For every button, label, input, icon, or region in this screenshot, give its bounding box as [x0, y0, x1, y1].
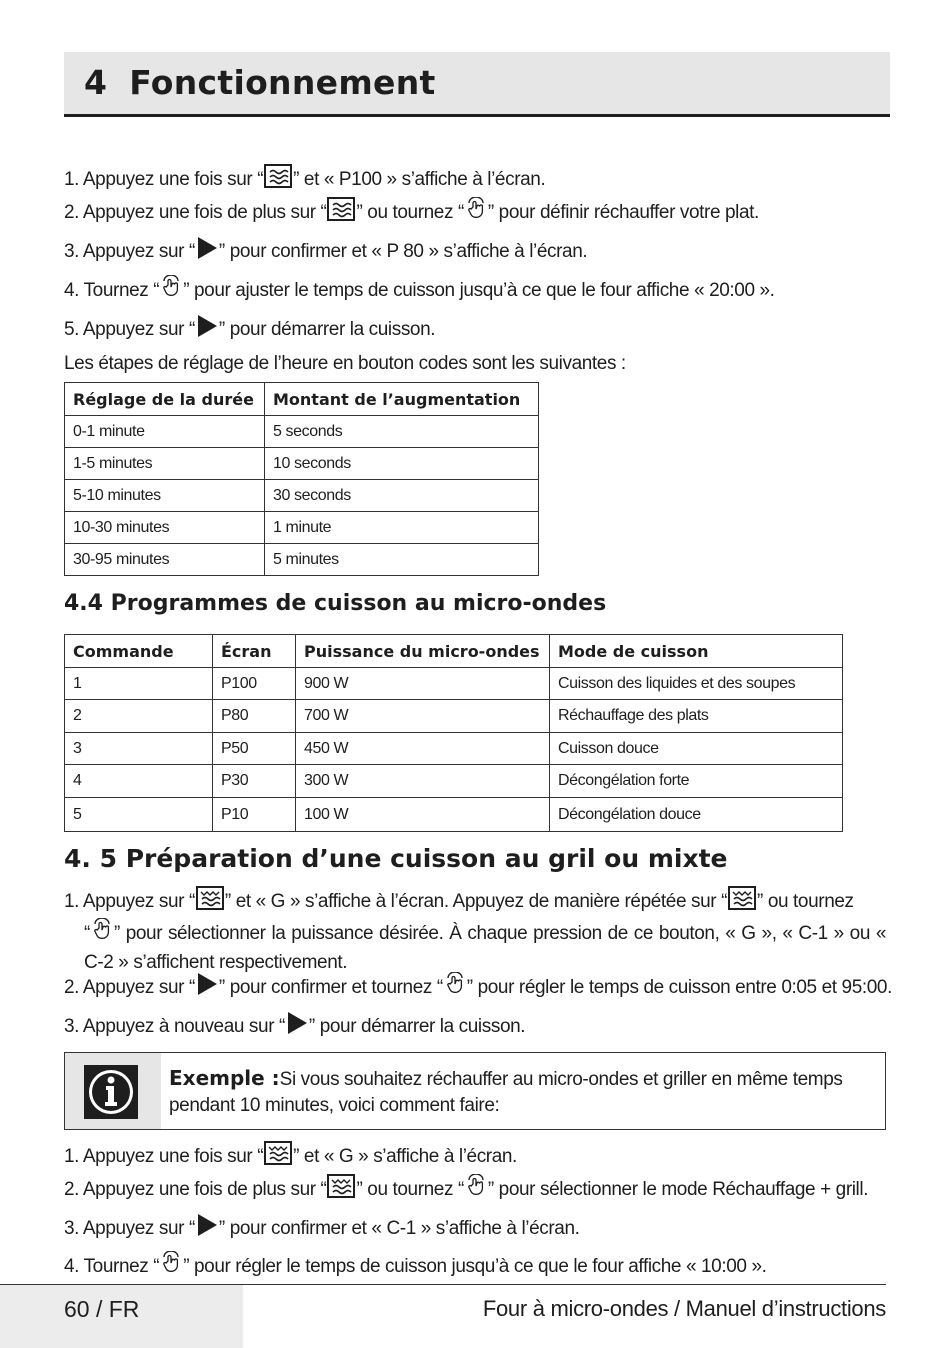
knob-hand-icon: [91, 918, 113, 950]
grill-icon: [196, 886, 224, 918]
table-cell: P30: [213, 765, 296, 798]
info-icon-cell: [65, 1053, 161, 1129]
table-row: [65, 668, 843, 700]
step-c-3: [64, 1213, 580, 1244]
table-cell: 10 seconds: [265, 448, 539, 480]
step-text: 4. Tournez “: [64, 280, 160, 301]
table-row: [65, 512, 539, 544]
table-cell: Réchauffage des plats: [550, 700, 843, 733]
step-text: ” pour démarrer la cuisson.: [308, 1016, 526, 1037]
step-text: ” pour sélectionner le mode Réchauffage + grill.: [487, 1179, 869, 1200]
chapter-title-text: Fonctionnement: [129, 63, 436, 102]
grill-icon: [728, 886, 756, 918]
table-cell: 0-1 minute: [65, 416, 265, 448]
table-cell: Décongélation douce: [550, 798, 843, 832]
step-a-3: [64, 236, 587, 267]
step-text: 2. Appuyez sur “: [64, 977, 195, 998]
step-text: “: [84, 923, 90, 944]
table-cell: 1: [65, 668, 213, 700]
table-cell: 30 seconds: [265, 480, 539, 512]
play-icon: [196, 236, 218, 267]
step-text: ” ou tournez “: [356, 202, 464, 223]
step-b-1: [64, 886, 886, 976]
play-icon: [196, 972, 218, 1003]
table-row: [65, 416, 539, 448]
knob-hand-icon: [465, 197, 487, 228]
play-icon: [196, 1213, 218, 1244]
table-cell: 450 W: [296, 733, 550, 765]
table-cell: P50: [213, 733, 296, 765]
step-c-4: [64, 1251, 767, 1282]
knob-hand-icon: [465, 1174, 487, 1205]
step-text: ” pour confirmer et tournez “: [218, 977, 443, 998]
page-number: 60 / FR: [64, 1296, 140, 1322]
step-a-5: [64, 314, 435, 345]
step-text: ” pour confirmer et « P 80 » s’affiche à l’écran.: [218, 241, 588, 262]
microwave-icon: [327, 197, 355, 228]
example-info-box: [64, 1052, 886, 1130]
step-text: ” ou tournez: [757, 891, 854, 912]
step-text: ” pour sélectionner la puissance désirée. À chaque pression de ce bouton, « G », « C-1 » ou « C-2 » s’affichent respectivement.: [84, 923, 886, 973]
step-text: 1. Appuyez une fois sur “: [64, 169, 264, 190]
table-row: [65, 765, 843, 798]
step-a-2: [64, 197, 759, 228]
table-row: [65, 700, 843, 733]
chapter-title: [84, 63, 436, 102]
table-cell: 30-95 minutes: [65, 544, 265, 576]
step-text: ” ou tournez “: [356, 1179, 464, 1200]
step-text: 4. Tournez “: [64, 1256, 160, 1277]
chapter-number: 4: [84, 63, 108, 102]
table-cell: 5 minutes: [265, 544, 539, 576]
table-cell: 1-5 minutes: [65, 448, 265, 480]
step-text: 3. Appuyez sur “: [64, 1218, 195, 1239]
table-cell: P100: [213, 668, 296, 700]
knob-hand-icon: [160, 1251, 182, 1282]
example-body: Si vous souhaitez réchauffer au micro-ondes et griller en même temps pendant 10 minutes, voici comment faire:: [169, 1069, 843, 1116]
duration-table: [64, 382, 539, 576]
table-cell: 1 minute: [265, 512, 539, 544]
play-icon: [286, 1011, 308, 1042]
step-a-4: [64, 275, 775, 306]
table-cell: 5-10 minutes: [65, 480, 265, 512]
table-cell: 4: [65, 765, 213, 798]
step-text: ” et « G » s’affiche à l’écran.: [293, 1146, 517, 1167]
step-text: ” pour ajuster le temps de cuisson jusqu’à ce que le four affiche « 20:00 ».: [183, 280, 775, 301]
section-title-4-5: 4. 5 Préparation d’une cuisson au gril ou mixte: [64, 844, 728, 873]
table-header: Réglage de la durée: [65, 383, 265, 416]
step-text: ” pour régler le temps de cuisson entre 0:05 et 95:00.: [466, 977, 892, 998]
table-cell: 10-30 minutes: [65, 512, 265, 544]
table-row: [65, 544, 539, 576]
table1-intro: Les étapes de réglage de l’heure en bouton codes sont les suivantes :: [64, 353, 626, 374]
step-text: 3. Appuyez sur “: [64, 241, 195, 262]
programs-table: [64, 634, 843, 832]
table-cell: 100 W: [296, 798, 550, 832]
step-a-1: [64, 164, 545, 195]
step-text: 1. Appuyez sur “: [64, 891, 195, 912]
step-text: ” pour démarrer la cuisson.: [218, 319, 436, 340]
step-text: 1. Appuyez une fois sur “: [64, 1146, 264, 1167]
table-cell: 5 seconds: [265, 416, 539, 448]
microwave-icon: [264, 164, 292, 195]
table-row: [65, 480, 539, 512]
table-cell: Cuisson des liquides et des soupes: [550, 668, 843, 700]
step-text: ” pour régler le temps de cuisson jusqu’à ce que le four affiche « 10:00 ».: [183, 1256, 767, 1277]
table-cell: 900 W: [296, 668, 550, 700]
info-icon: [81, 1065, 141, 1119]
table-cell: P10: [213, 798, 296, 832]
step-text: ” pour confirmer et « C-1 » s’affiche à l’écran.: [218, 1218, 580, 1239]
table-header-row: [65, 635, 843, 668]
play-icon: [196, 314, 218, 345]
grill-icon: [264, 1141, 292, 1172]
table-cell: 2: [65, 700, 213, 733]
table-row: [65, 448, 539, 480]
step-text: ” et « G » s’affiche à l’écran. Appuyez de manière répétée sur “: [224, 891, 728, 912]
table-header: Écran: [213, 635, 296, 668]
step-text: 5. Appuyez sur “: [64, 319, 195, 340]
table-header: Commande: [65, 635, 213, 668]
step-text: 2. Appuyez une fois de plus sur “: [64, 202, 327, 223]
table-header: Mode de cuisson: [550, 635, 843, 668]
table-cell: Cuisson douce: [550, 733, 843, 765]
table-cell: 300 W: [296, 765, 550, 798]
table-cell: 3: [65, 733, 213, 765]
table-row: [65, 798, 843, 832]
grill-icon: [327, 1174, 355, 1205]
table-cell: Décongélation forte: [550, 765, 843, 798]
table-cell: 5: [65, 798, 213, 832]
step-text: 2. Appuyez une fois de plus sur “: [64, 1179, 327, 1200]
section-title-4-4: 4.4 Programmes de cuisson au micro-ondes: [64, 591, 607, 616]
table-header: Montant de l’augmentation: [265, 383, 539, 416]
step-text: 3. Appuyez à nouveau sur “: [64, 1016, 285, 1037]
table-cell: P80: [213, 700, 296, 733]
step-text: ” pour définir réchauffer votre plat.: [487, 202, 759, 223]
table-row: [65, 733, 843, 765]
table-header-row: [65, 383, 539, 416]
example-label: Exemple :: [169, 1066, 280, 1090]
example-text: [169, 1065, 881, 1119]
step-b-2: [64, 972, 892, 1003]
step-c-2: [64, 1174, 868, 1205]
knob-hand-icon: [444, 972, 466, 1003]
step-c-1: [64, 1141, 517, 1172]
step-b-3: [64, 1011, 525, 1042]
document-title: Four à micro-ondes / Manuel d’instructions: [482, 1296, 886, 1321]
knob-hand-icon: [160, 275, 182, 306]
table-cell: 700 W: [296, 700, 550, 733]
table-header: Puissance du micro-ondes: [296, 635, 550, 668]
step-text: ” et « P100 » s’affiche à l’écran.: [293, 169, 546, 190]
